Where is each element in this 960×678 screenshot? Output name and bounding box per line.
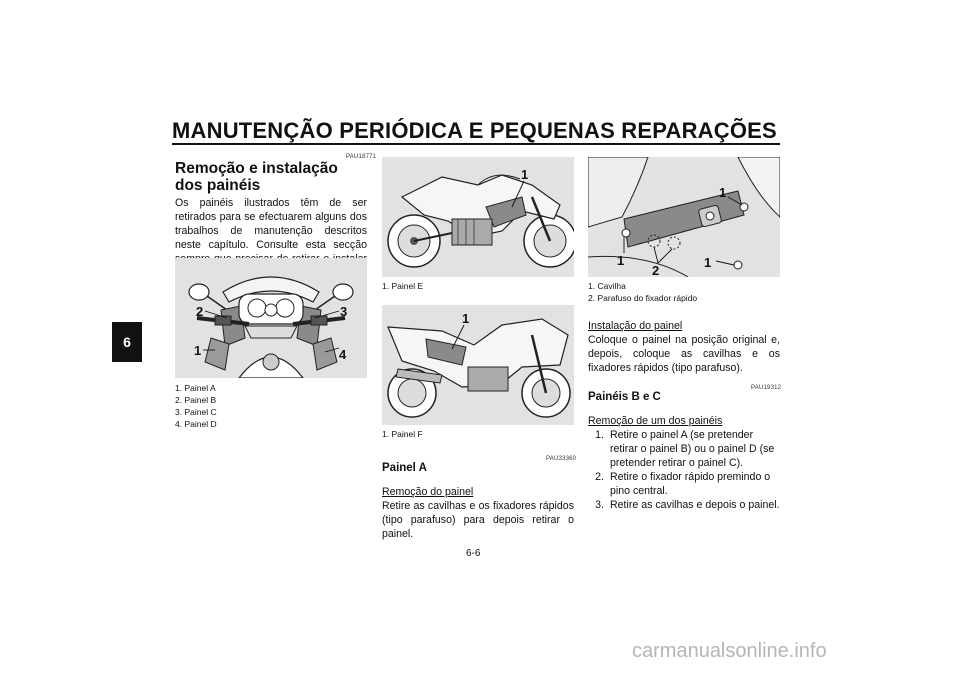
step-text: Retire o fixador rápido premindo o pino central.: [610, 471, 771, 497]
figure-label: 1: [462, 311, 470, 326]
panel-e-figure: [382, 157, 574, 277]
dashboard-figure: [175, 258, 367, 378]
caption-item: 1. Cavilha: [588, 281, 626, 291]
section-code: PAU33360: [546, 456, 577, 462]
section-code: PAU19312: [751, 385, 782, 391]
figure-caption: 1. Painel F: [382, 429, 423, 439]
paragraph: Retire as cavilhas e os fixadores rápidos (tipo parafuso) para depois retirar o painel.: [382, 500, 574, 540]
subheading: Instalação do painel: [588, 320, 683, 332]
figure-caption: 1. Painel E: [382, 281, 424, 291]
step-number: 1.: [595, 429, 604, 441]
section-heading: Remoção e instalação dos painéis: [175, 160, 338, 194]
figure-label: 4: [339, 347, 347, 362]
paragraph: Coloque o painel na posição original e, depois, coloque as cavilhas e os fixadores rápidos (tipo parafuso).: [588, 334, 780, 374]
figure-label: 3: [340, 304, 348, 319]
caption-item: 2. Parafuso do fixador rápido: [588, 293, 698, 303]
caption-item: 2. Painel B: [175, 395, 217, 405]
panel-f-figure: [382, 305, 574, 425]
chapter-tab: 6: [112, 322, 142, 362]
caption-item: 1. Painel A: [175, 383, 216, 393]
section-code: PAU18771: [346, 154, 377, 160]
step-text: Retire as cavilhas e depois o painel.: [610, 499, 780, 511]
header-rule: [172, 143, 780, 145]
figure-captions: [588, 280, 697, 304]
step-text: Retire o painel A (se pretender retirar o painel B) ou o painel D (se pretender retirar o painel C).: [610, 429, 775, 469]
steps-list: [588, 428, 780, 512]
figure-label: 1: [704, 255, 712, 270]
subheading: Remoção do painel: [382, 486, 474, 498]
caption-item: 3. Painel C: [175, 407, 217, 417]
list-item: [588, 428, 780, 470]
figure-label: 1: [719, 185, 727, 200]
section-heading: Painel A: [382, 462, 427, 474]
page-title: MANUTENÇÃO PERIÓDICA E PEQUENAS REPARAÇÕES: [172, 118, 777, 143]
step-number: 2.: [595, 471, 604, 483]
caption-item: 4. Painel D: [175, 419, 217, 429]
intro-paragraph: Os painéis ilustrados têm de ser retirados para se efectuarem alguns dos trabalhos de manutenção descritos neste capítulo. Consulte esta secção: [175, 197, 367, 251]
figure-label: 1: [521, 167, 529, 182]
watermark: carmanualsonline.info: [632, 640, 827, 662]
list-item: [588, 470, 780, 498]
figure-label: 1: [617, 253, 625, 268]
page-number: 6-6: [466, 548, 481, 559]
step-number: 3.: [595, 499, 604, 511]
figure-label: 2: [652, 263, 660, 277]
figure-label: 1: [194, 343, 202, 358]
section-heading: Painéis B e C: [588, 391, 661, 403]
bolt-figure: [588, 157, 780, 277]
list-item: [588, 498, 780, 512]
figure-label: 2: [196, 304, 204, 319]
subheading: Remoção de um dos painéis: [588, 415, 723, 427]
figure-captions: [175, 382, 217, 430]
